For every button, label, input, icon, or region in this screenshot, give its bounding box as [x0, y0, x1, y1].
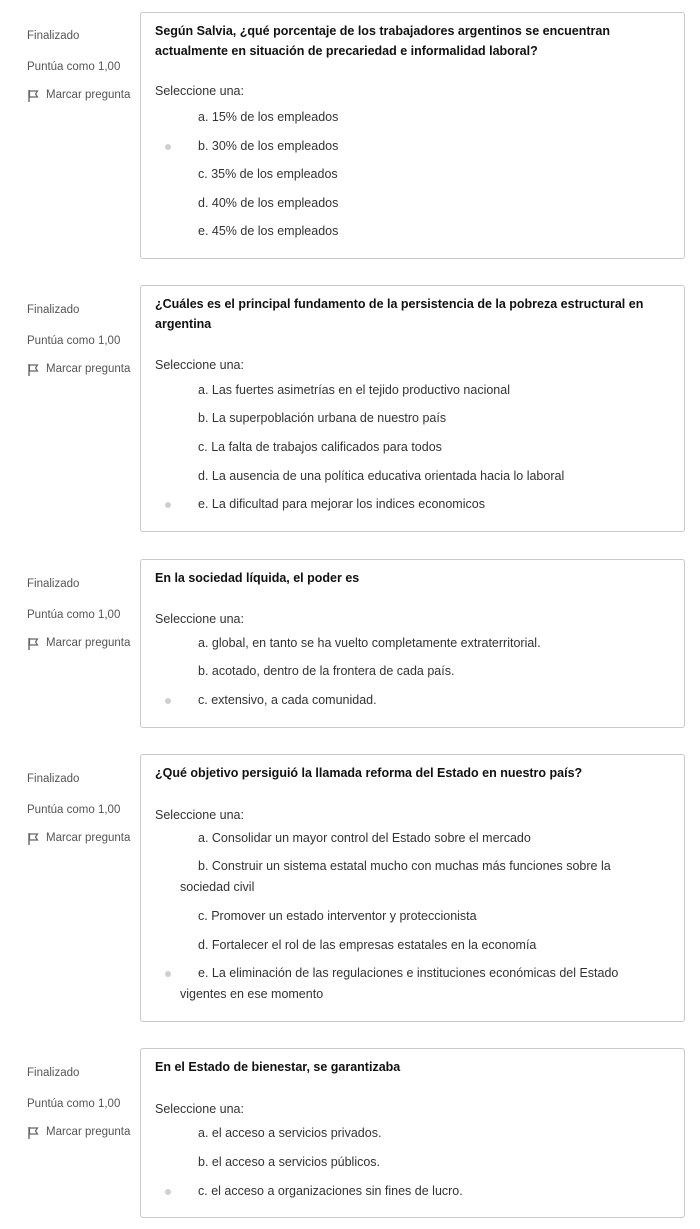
answer-option[interactable]: c. el acceso a organizaciones sin fines de lucro.	[198, 1184, 463, 1198]
answer-option[interactable]: c. Promover un estado interventor y proteccionista	[198, 909, 477, 923]
answer-option[interactable]: e. 45% de los empleados	[198, 224, 339, 238]
question-status: Finalizado	[27, 304, 80, 316]
flag-icon	[27, 89, 41, 103]
answer-option[interactable]: b. acotado, dentro de la frontera de cada país.	[198, 664, 455, 678]
select-one-prompt: Seleccione una:	[155, 84, 244, 98]
flag-question-link[interactable]	[27, 1125, 132, 1141]
select-one-prompt: Seleccione una:	[155, 1102, 244, 1116]
question-box	[140, 285, 685, 532]
flag-icon	[27, 832, 41, 846]
flag-question-link[interactable]	[27, 88, 132, 104]
question-box	[140, 12, 685, 259]
flag-label: Marcar pregunta	[46, 832, 131, 845]
flag-label: Marcar pregunta	[46, 363, 131, 376]
question-text: En la sociedad líquida, el poder es	[155, 571, 360, 585]
question-info	[27, 303, 132, 378]
selected-answer-indicator	[165, 971, 171, 977]
answer-option[interactable]: b. el acceso a servicios públicos.	[198, 1155, 381, 1169]
question-status: Finalizado	[27, 1067, 80, 1079]
question-info	[27, 29, 132, 104]
selected-answer-indicator	[165, 144, 171, 150]
select-one-prompt: Seleccione una:	[155, 808, 244, 822]
question-box	[140, 559, 685, 728]
answer-option[interactable]: a. 15% de los empleados	[198, 110, 339, 124]
answer-option[interactable]: a. global, en tanto se ha vuelto completamente extraterritorial.	[198, 636, 541, 650]
answer-option[interactable]: e. La dificultad para mejorar los indices economicos	[198, 497, 485, 511]
question-status: Finalizado	[27, 30, 80, 42]
question-grade: Puntúa como 1,00	[27, 334, 121, 347]
question-text: ¿Cuáles es el principal fundamento de la persistencia de la pobreza estructural en argentina	[155, 297, 644, 331]
flag-question-link[interactable]	[27, 636, 132, 652]
answer-option[interactable]: c. La falta de trabajos calificados para todos	[198, 440, 442, 454]
selected-answer-indicator	[165, 1189, 171, 1195]
selected-answer-indicator	[165, 698, 171, 704]
question-grade: Puntúa como 1,00	[27, 1097, 121, 1110]
flag-label: Marcar pregunta	[46, 637, 131, 650]
question-grade: Puntúa como 1,00	[27, 803, 121, 816]
answer-option[interactable]: a. Consolidar un mayor control del Estado sobre el mercado	[198, 831, 531, 845]
question-text: En el Estado de bienestar, se garantizaba	[155, 1060, 401, 1074]
answer-option[interactable]: d. La ausencia de una política educativa orientada hacia lo laboral	[198, 469, 565, 483]
selected-answer-indicator	[165, 502, 171, 508]
answer-option[interactable]: d. Fortalecer el rol de las empresas estatales en la economía	[198, 938, 537, 952]
question-info	[27, 772, 132, 847]
answer-option[interactable]: e. La eliminación de las regulaciones e instituciones económicas del Estado vigentes en ese momento	[180, 966, 619, 1001]
answer-option[interactable]: d. 40% de los empleados	[198, 196, 339, 210]
flag-question-link[interactable]	[27, 831, 132, 847]
flag-label: Marcar pregunta	[46, 1126, 131, 1139]
question-info	[27, 577, 132, 652]
select-one-prompt: Seleccione una:	[155, 358, 244, 372]
flag-question-link[interactable]	[27, 362, 132, 378]
question-grade: Puntúa como 1,00	[27, 60, 121, 73]
flag-icon	[27, 363, 41, 377]
answer-option[interactable]: c. extensivo, a cada comunidad.	[198, 693, 377, 707]
question-status: Finalizado	[27, 578, 80, 590]
answer-option[interactable]: b. 30% de los empleados	[198, 139, 339, 153]
question-grade: Puntúa como 1,00	[27, 608, 121, 621]
question-text: ¿Qué objetivo persiguió la llamada reforma del Estado en nuestro país?	[155, 766, 583, 780]
question-box	[140, 1048, 685, 1218]
answer-option[interactable]: a. el acceso a servicios privados.	[198, 1126, 382, 1140]
select-one-prompt: Seleccione una:	[155, 612, 244, 626]
flag-icon	[27, 637, 41, 651]
question-box	[140, 754, 685, 1022]
answer-option[interactable]: b. Construir un sistema estatal mucho con muchas más funciones sobre la sociedad civil	[180, 859, 611, 894]
flag-icon	[27, 1126, 41, 1140]
question-status: Finalizado	[27, 773, 80, 785]
question-info	[27, 1066, 132, 1141]
answer-option[interactable]: a. Las fuertes asimetrías en el tejido productivo nacional	[198, 383, 510, 397]
question-text: Según Salvia, ¿qué porcentaje de los trabajadores argentinos se encuentran actualmente en situación de precariedad e informalidad laboral?	[155, 24, 610, 58]
answer-option[interactable]: b. La superpoblación urbana de nuestro país	[198, 411, 447, 425]
answer-option[interactable]: c. 35% de los empleados	[198, 167, 338, 181]
flag-label: Marcar pregunta	[46, 89, 131, 102]
